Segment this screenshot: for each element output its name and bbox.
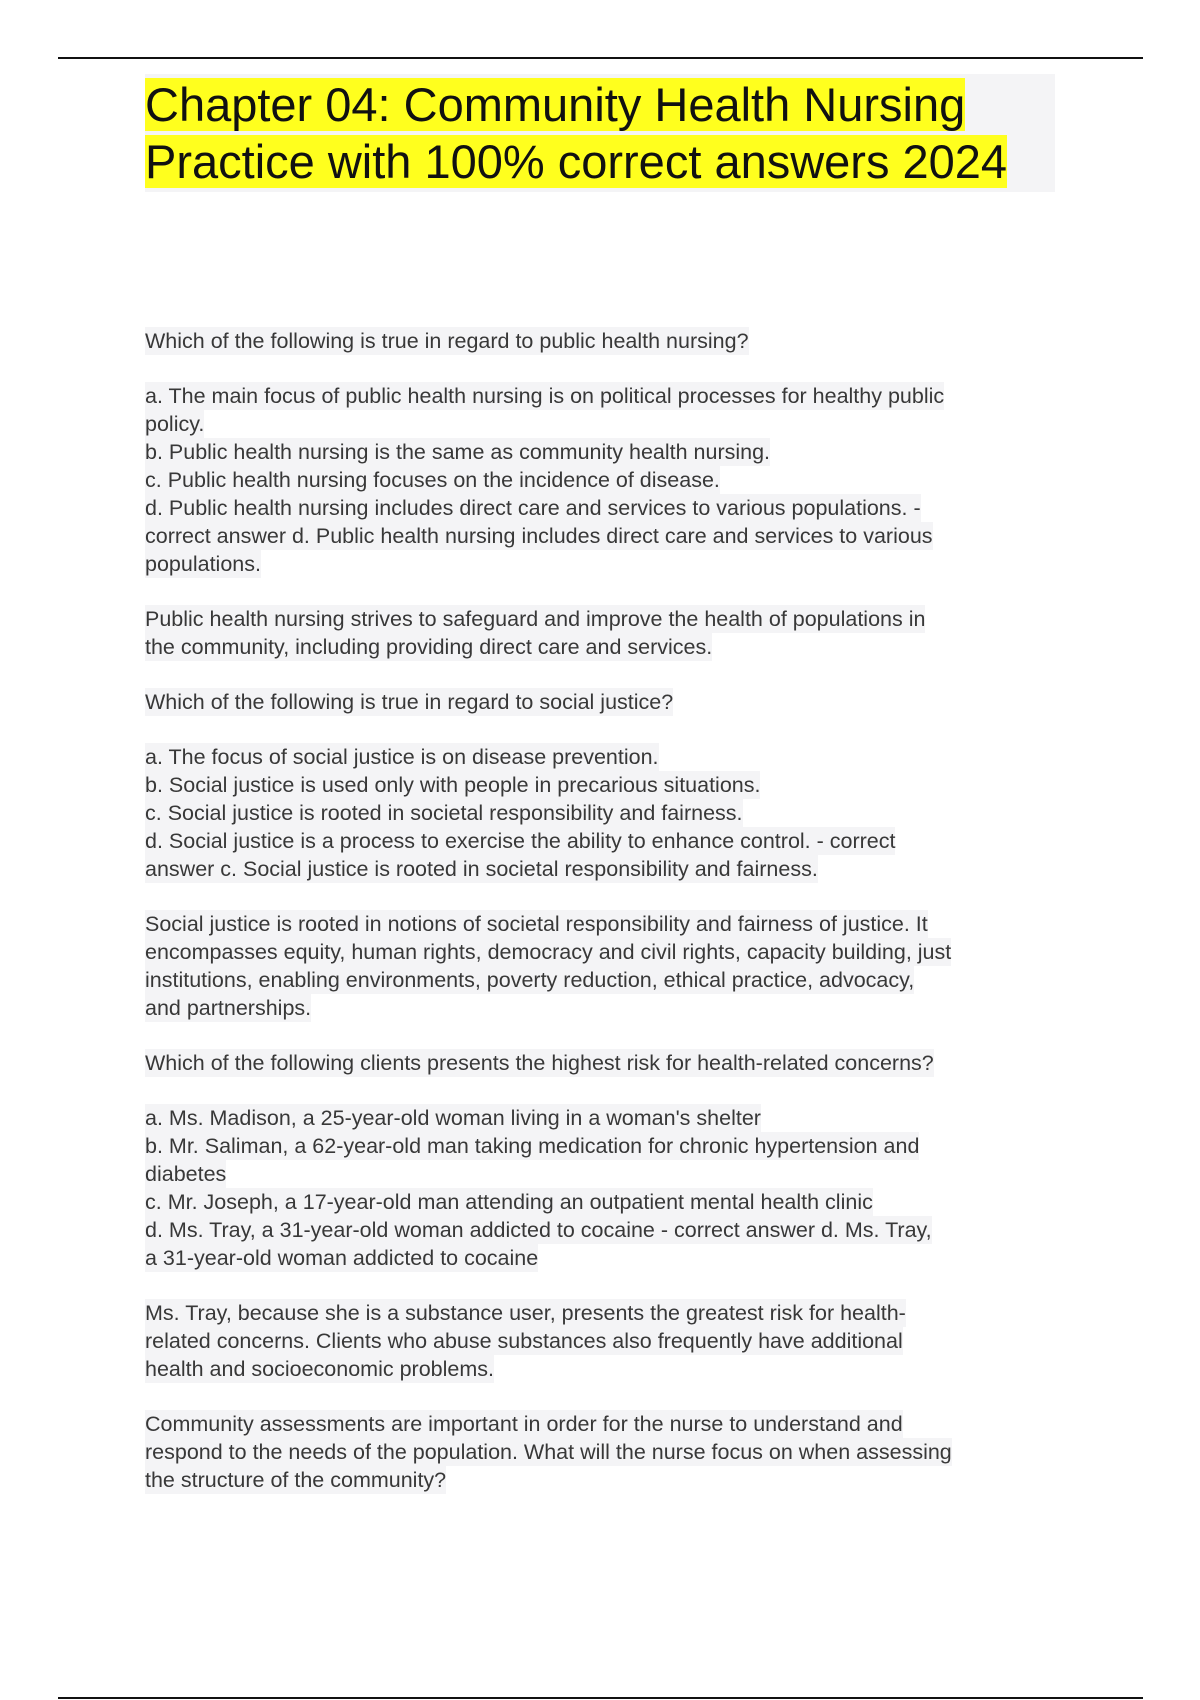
text-line: Community assessments are important in order for the nurse to understand and — [145, 1412, 903, 1436]
text-line: Ms. Tray, because she is a substance user, presents the greatest risk for health- — [145, 1301, 906, 1325]
text-line: institutions, enabling environments, poverty reduction, ethical practice, advocacy, — [145, 968, 915, 992]
title-line-2: Practice with 100% correct answers 2024 — [145, 135, 1008, 188]
text-block — [145, 1410, 1055, 1494]
top-rule — [58, 57, 1143, 59]
text-line: c. Public health nursing focuses on the incidence of disease. — [145, 468, 720, 492]
bottom-rule — [58, 1697, 1143, 1699]
text-line: b. Mr. Saliman, a 62-year-old man taking medication for chronic hypertension and — [145, 1134, 920, 1158]
text-line: related concerns. Clients who abuse substances also frequently have additional — [145, 1329, 903, 1353]
text-line: d. Social justice is a process to exercise the ability to enhance control. - correct — [145, 829, 896, 853]
text-line: Public health nursing strives to safeguard and improve the health of populations in — [145, 607, 926, 631]
text-line: respond to the needs of the population. What will the nurse focus on when assessing — [145, 1440, 952, 1464]
text-line: b. Social justice is used only with people in precarious situations. — [145, 773, 761, 797]
text-line: answer c. Social justice is rooted in societal responsibility and fairness. — [145, 857, 818, 881]
text-block — [145, 688, 1055, 716]
text-block — [145, 1299, 1055, 1383]
text-line: diabetes — [145, 1162, 227, 1186]
page-title — [145, 76, 1055, 190]
text-line: Which of the following is true in regard to public health nursing? — [145, 329, 749, 353]
title-block — [145, 74, 1055, 192]
text-line: c. Mr. Joseph, a 17-year-old man attending an outpatient mental health clinic — [145, 1190, 873, 1214]
text-line: a 31-year-old woman addicted to cocaine — [145, 1246, 539, 1270]
text-block — [145, 910, 1055, 1022]
text-block — [145, 1049, 1055, 1077]
text-line: policy. — [145, 412, 205, 436]
text-line: the structure of the community? — [145, 1468, 447, 1492]
text-block — [145, 605, 1055, 661]
text-block — [145, 743, 1055, 883]
text-block — [145, 1104, 1055, 1272]
text-line: c. Social justice is rooted in societal responsibility and fairness. — [145, 801, 743, 825]
text-line: Social justice is rooted in notions of societal responsibility and fairness of justice. It — [145, 912, 928, 936]
text-line: Which of the following clients presents the highest risk for health-related concerns? — [145, 1051, 934, 1075]
text-line: the community, including providing direct care and services. — [145, 635, 713, 659]
text-line: populations. — [145, 552, 261, 576]
text-block — [145, 382, 1055, 578]
text-line: a. Ms. Madison, a 25-year-old woman living in a woman's shelter — [145, 1106, 761, 1130]
text-line: d. Public health nursing includes direct care and services to various populations. - — [145, 496, 921, 520]
text-line: health and socioeconomic problems. — [145, 1357, 494, 1381]
text-line: correct answer d. Public health nursing includes direct care and services to various — [145, 524, 933, 548]
text-line: and partnerships. — [145, 996, 312, 1020]
title-line-1: Chapter 04: Community Health Nursing — [145, 78, 966, 131]
text-line: Which of the following is true in regard to social justice? — [145, 690, 674, 714]
document-body — [145, 74, 1055, 1521]
text-line: a. The main focus of public health nursing is on political processes for healthy public — [145, 384, 945, 408]
question-list — [145, 327, 1055, 1494]
text-line: encompasses equity, human rights, democracy and civil rights, capacity building, just — [145, 940, 952, 964]
text-block — [145, 327, 1055, 355]
text-line: b. Public health nursing is the same as community health nursing. — [145, 440, 771, 464]
text-line: d. Ms. Tray, a 31-year-old woman addicted to cocaine - correct answer d. Ms. Tray, — [145, 1218, 932, 1242]
text-line: a. The focus of social justice is on disease prevention. — [145, 745, 659, 769]
